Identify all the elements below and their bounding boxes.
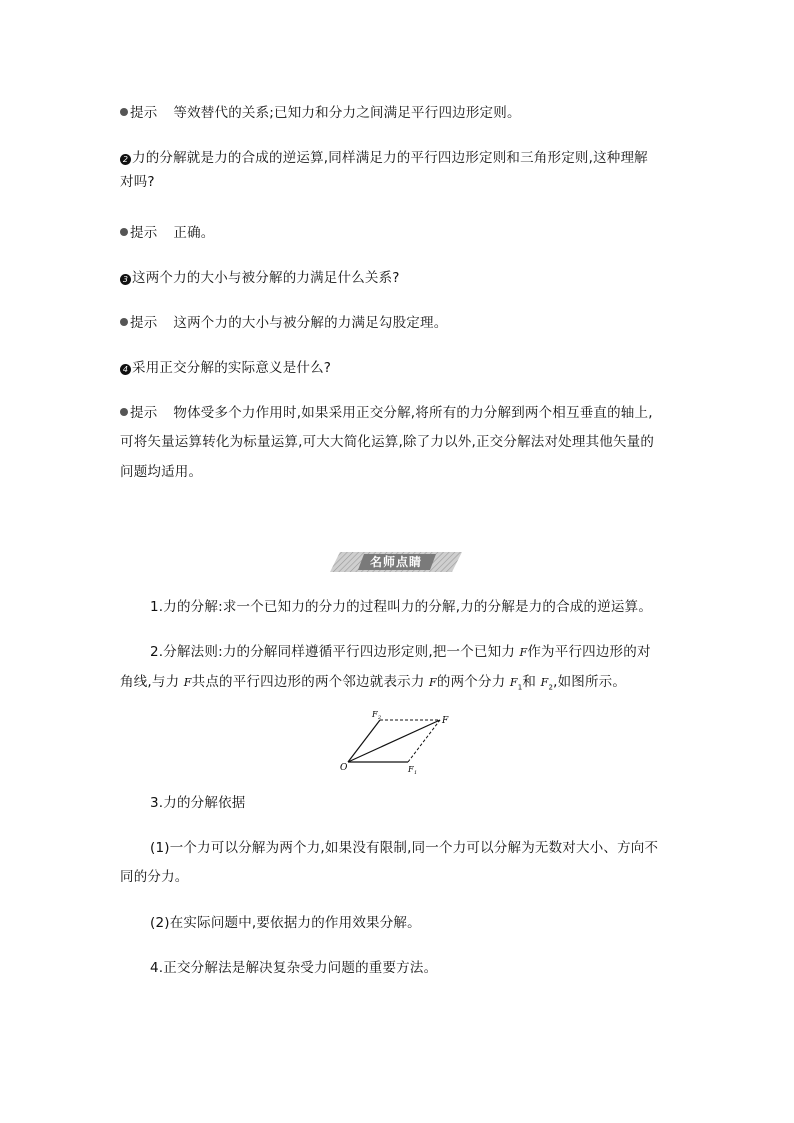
hint-bullet-icon [120, 318, 128, 326]
hint-4 [120, 403, 653, 423]
subscript-1: 1 [517, 683, 523, 692]
hint-bullet-icon [120, 228, 128, 236]
hint-bullet-icon [120, 408, 128, 416]
note-text: 作为平行四边形的对 [527, 644, 651, 660]
note-text: 3.力的分解依据 [150, 795, 246, 811]
symbol-F2: F [540, 676, 549, 689]
banner-title: 名师点睛 [369, 555, 422, 569]
note-text: 1.力的分解:求一个已知力的分力的过程叫力的分解,力的分解是力的合成的逆运算。 [150, 599, 653, 615]
note-text: (1)一个力可以分解为两个力,如果没有限制,同一个力可以分解为无数对大小、方向不 [150, 840, 659, 856]
note-text: 和 [522, 674, 541, 690]
hint-label: 提示 [130, 405, 158, 421]
question-number-icon: 2 [120, 154, 131, 165]
note-text: ,如图所示。 [553, 674, 627, 690]
question-3 [120, 268, 400, 288]
question-number-icon: 4 [120, 364, 131, 375]
hint-2 [120, 223, 215, 243]
question-text: 采用正交分解的实际意义是什么? [132, 360, 332, 376]
note-3a [150, 838, 658, 858]
hint-3 [120, 313, 447, 333]
hint-label: 提示 [130, 105, 158, 121]
hint-4-cont-2 [120, 462, 202, 482]
label-F2-sub: 2 [378, 715, 382, 721]
hint-text: 正确。 [173, 225, 215, 241]
hint-text-line2: 可将矢量运算转化为标量运算,可大大简化运算,除了力以外,正交分解法对处理其他矢量的 [120, 434, 655, 450]
note-text: 同的分力。 [120, 869, 189, 885]
label-F1: F [408, 765, 414, 774]
force-diagram [330, 706, 470, 776]
note-text: 共点的平行四边形的两个邻边就表示力 [191, 674, 430, 690]
question-2-cont [120, 172, 155, 192]
question-number-icon: 3 [120, 274, 131, 285]
hint-text-line1: 物体受多个力作用时,如果采用正交分解,将所有的力分解到两个相互垂直的轴上, [173, 405, 653, 421]
hint-text: 这两个力的大小与被分解的力满足勾股定理。 [173, 315, 448, 331]
question-4 [120, 358, 331, 378]
label-O: O [340, 763, 348, 773]
note-2-cont [120, 672, 626, 698]
note-3 [150, 793, 245, 813]
note-3a-cont [120, 867, 189, 887]
hint-bullet-icon [120, 108, 128, 116]
label-F: F [442, 716, 449, 726]
note-text: 2.分解法则:力的分解同样遵循平行四边形定则,把一个已知力 [150, 644, 520, 660]
note-2 [150, 642, 651, 663]
edge-O-F2 [348, 720, 380, 762]
note-text: (2)在实际问题中,要依据力的作用效果分解。 [150, 915, 421, 931]
dashed-F1-F [408, 720, 440, 762]
question-2 [120, 148, 648, 168]
note-text: 的两个分力 [436, 674, 510, 690]
question-text-line1: 力的分解就是力的合成的逆运算,同样满足力的平行四边形定则和三角形定则,这种理解 [132, 150, 648, 166]
subscript-2: 2 [548, 683, 554, 692]
hint-text-line3: 问题均适用。 [120, 464, 203, 480]
hint-1 [120, 103, 521, 123]
hint-text: 等效替代的关系;已知力和分力之间满足平行四边形定则。 [173, 105, 521, 121]
note-3b [150, 913, 421, 933]
note-text: 4.正交分解法是解决复杂受力问题的重要方法。 [150, 960, 438, 976]
question-text-line2: 对吗? [120, 174, 155, 190]
note-1 [150, 597, 652, 617]
symbol-F: F [429, 676, 437, 689]
hint-label: 提示 [130, 315, 158, 331]
note-text: 角线,与力 [120, 674, 184, 690]
symbol-F: F [519, 646, 528, 659]
parallelogram-figure [330, 706, 470, 776]
hint-label: 提示 [130, 225, 158, 241]
question-text: 这两个力的大小与被分解的力满足什么关系? [132, 270, 400, 286]
hint-4-cont-1 [120, 432, 654, 452]
symbol-F: F [183, 676, 192, 689]
note-4 [150, 958, 437, 978]
symbol-F1: F [509, 676, 518, 689]
label-F1-sub: 1 [414, 770, 418, 776]
section-banner [330, 552, 462, 572]
label-F2: F [372, 710, 378, 719]
diagonal-O-F [348, 720, 440, 762]
